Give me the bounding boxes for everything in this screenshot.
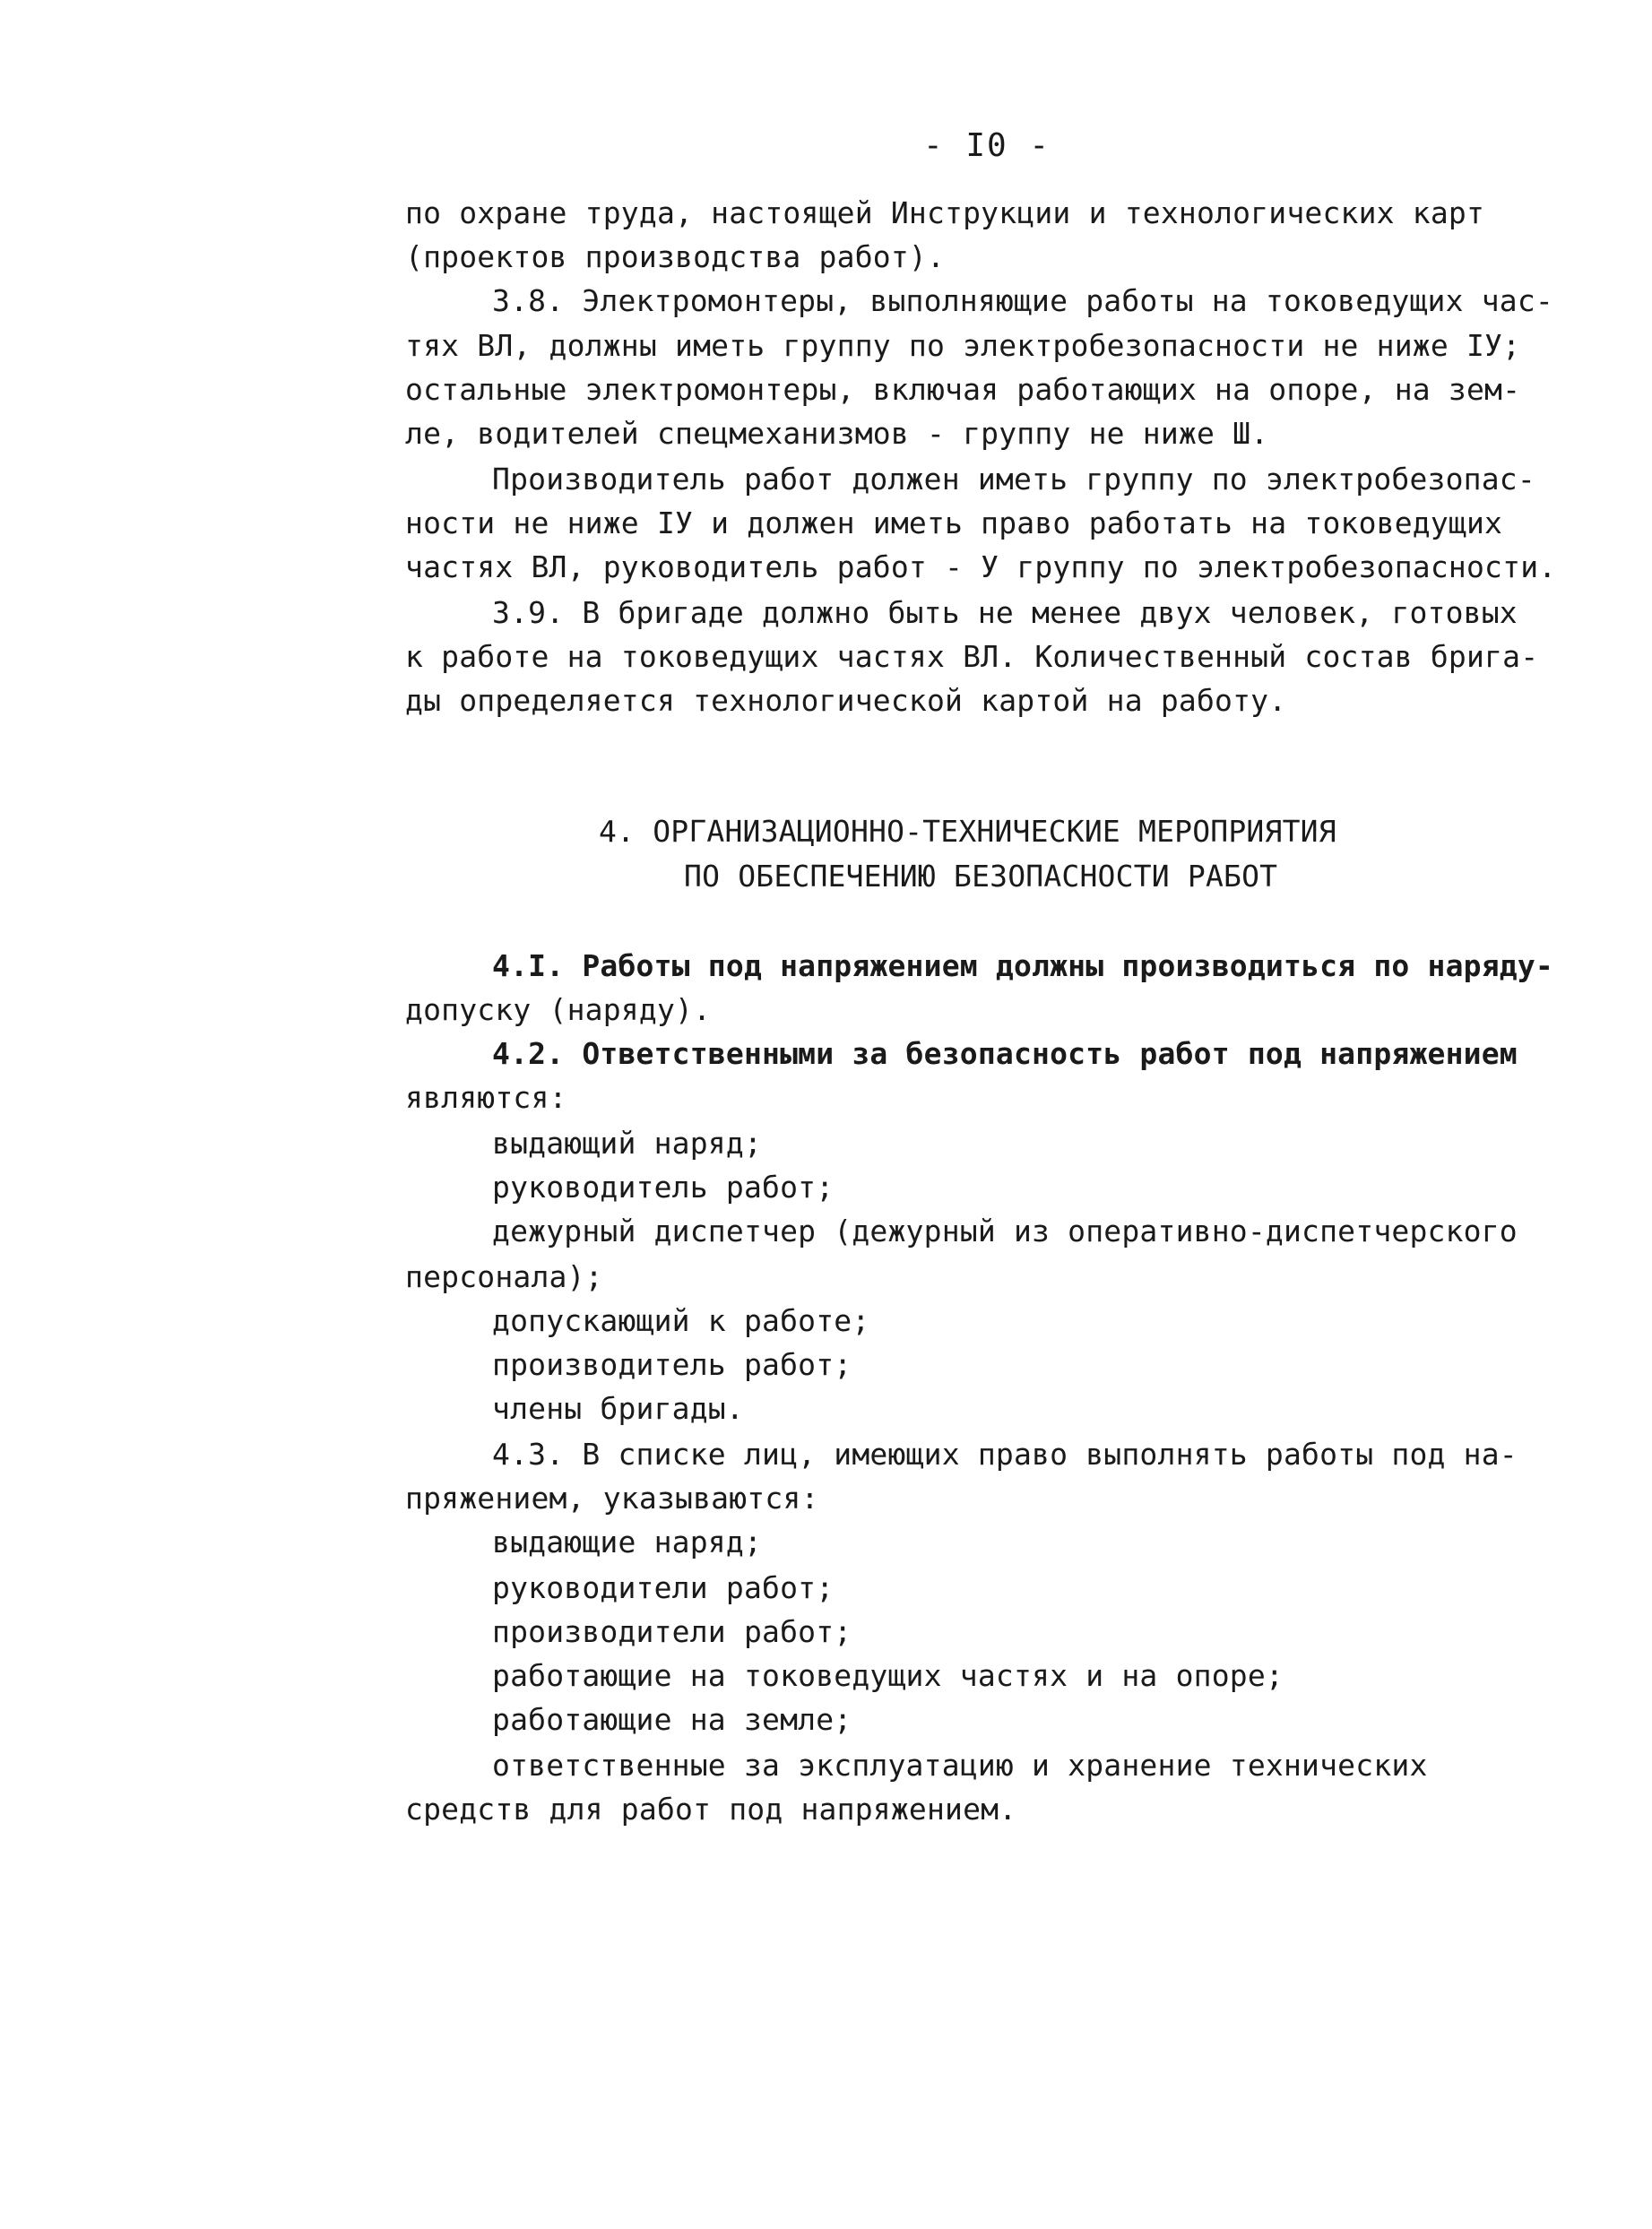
page-number: - I0 - <box>923 127 1051 164</box>
list-item: руководители работ; <box>492 1570 835 1605</box>
paragraph-line: 4.2. Ответственными за безопасность работ под напряжением <box>492 1036 1518 1071</box>
paragraph-line: 3.8. Электромонтеры, выполняющие работы на токоведущих час- <box>492 283 1553 318</box>
list-item: ответственные за эксплуатацию и хранение технических <box>492 1748 1428 1783</box>
paragraph-line: 4.3. В списке лиц, имеющих право выполнять работы под на- <box>492 1437 1518 1472</box>
paragraph-line: являются: <box>405 1080 567 1115</box>
paragraph-line: тях ВЛ, должны иметь группу по электробезопасности не ниже IУ; <box>405 328 1521 363</box>
paragraph-line: остальные электромонтеры, включая работающих на опоре, на зем- <box>405 372 1521 407</box>
paragraph-line: ды определяется технологической картой на работу. <box>405 683 1287 718</box>
section-heading: ПО ОБЕСПЕЧЕНИЮ БЕЗОПАСНОСТИ РАБОТ <box>684 859 1278 894</box>
paragraph-line: (проектов производства работ). <box>405 239 946 274</box>
list-item: дежурный диспетчер (дежурный из оперативно-диспетчерского <box>492 1214 1518 1248</box>
section-heading: 4. ОРГАНИЗАЦИОННО-ТЕХНИЧЕСКИЕ МЕРОПРИЯТИЯ <box>599 814 1336 849</box>
paragraph-line: по охране труда, настоящей Инструкции и технологических карт <box>405 195 1485 230</box>
list-item: выдающий наряд; <box>492 1126 763 1161</box>
list-item: производители работ; <box>492 1614 852 1649</box>
paragraph-line: 3.9. В бригаде должно быть не менее двух человек, готовых <box>492 595 1518 630</box>
paragraph-line: ле, водителей спецмеханизмов - группу не ниже Ш. <box>405 416 1269 451</box>
list-item: работающие на земле; <box>492 1702 852 1737</box>
paragraph-line: частях ВЛ, руководитель работ - У группу по электробезопасности. <box>405 549 1557 584</box>
list-item: выдающие наряд; <box>492 1525 763 1559</box>
list-item: средств для работ под напряжением. <box>405 1792 1017 1827</box>
paragraph-line: ности не ниже IУ и должен иметь право работать на токоведущих <box>405 505 1503 540</box>
paragraph-line: Производитель работ должен иметь группу по электробезопас- <box>492 462 1535 497</box>
list-item: персонала); <box>405 1259 603 1294</box>
list-item: руководитель работ; <box>492 1170 835 1205</box>
list-item: работающие на токоведущих частях и на опоре; <box>492 1658 1284 1693</box>
paragraph-line: к работе на токоведущих частях ВЛ. Количественный состав брига- <box>405 639 1539 674</box>
list-item: допускающий к работе; <box>492 1303 870 1338</box>
paragraph-line: 4.I. Работы под напряжением должны производиться по наряду- <box>492 948 1553 983</box>
paragraph-line: пряжением, указываются: <box>405 1481 819 1516</box>
list-item: члены бригады. <box>492 1391 744 1426</box>
paragraph-line: допуску (наряду). <box>405 992 712 1027</box>
list-item: производитель работ; <box>492 1347 852 1382</box>
